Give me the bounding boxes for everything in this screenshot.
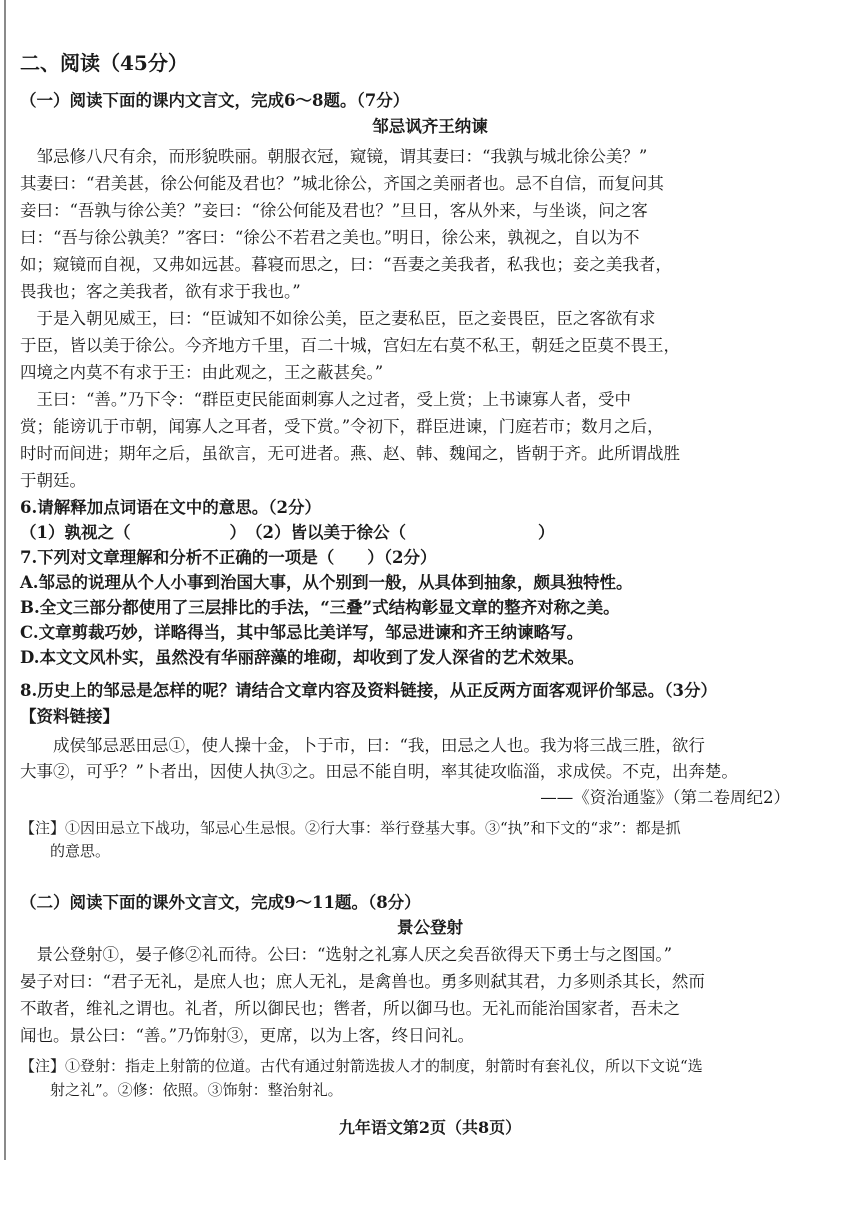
part1-note-line: 【注】①因田忌立下战功，邹忌心生忌恨。②行大事：举行登基大事。③“执”和下文的“求”：都是抓 [20, 819, 681, 837]
passage-line: 不敢者，维礼之谓也。礼者，所以御民也；辔者，所以御马也。无礼而能治国家者，吾未之 [20, 999, 680, 1018]
q7-option-c: C.文章剪裁巧妙，详略得当，其中邹忌比美详写，邹忌进谏和齐王纳谏略写。 [20, 623, 584, 642]
part2-heading: （二）阅读下面的课外文言文，完成9～11题。（8分） [20, 893, 421, 912]
question-8: 8.历史上的邹忌是怎样的呢？请结合文章内容及资料链接，从正反两方面客观评价邹忌。（3分） [20, 681, 717, 700]
question-7: 7.下列对文章理解和分析不正确的一项是（ ）（2分） [20, 548, 437, 567]
passage-line: 景公登射①，晏子修②礼而待。公曰：“选射之礼寡人厌之矣吾欲得天下勇士与之图国。” [20, 945, 673, 964]
passage-line: 邹忌修八尺有余，而形貌昳丽。朝服衣冠，窥镜，谓其妻曰：“我孰与城北徐公美？” [20, 147, 648, 166]
material-line: 大事②，可乎？”卜者出，因使人执③之。田忌不能自明，率其徒攻临淄，求成侯。不克，出奔楚。 [20, 762, 738, 781]
left-margin-rule [4, 0, 6, 1160]
passage-line: 妾曰：“吾孰与徐公美？”妾曰：“徐公何能及君也？”旦日，客从外来，与坐谈，问之客 [20, 201, 648, 220]
material-label: 【资料链接】 [20, 707, 119, 726]
passage-line: 其妻曰：“君美甚，徐公何能及君也？”城北徐公，齐国之美丽者也。忌不自信，而复问其 [20, 174, 664, 193]
passage-line: 于是入朝见威王，曰：“臣诚知不如徐公美，臣之妻私臣，臣之妾畏臣，臣之客欲有求 [20, 309, 656, 328]
passage-line: 王曰：“善。”乃下令：“群臣吏民能面刺寡人之过者，受上赏；上书谏寡人者，受中 [20, 390, 632, 409]
passage-line: 畏我也；客之美我者，欲有求于我也。” [20, 282, 301, 301]
passage-line: 四境之内莫不有求于王：由此观之，王之蔽甚矣。” [20, 363, 384, 382]
part2-note-line: 【注】①登射：指走上射箭的位道。古代有通过射箭选拔人才的制度，射箭时有套礼仪，所以下文说“选 [20, 1057, 703, 1075]
part2-passage-title: 景公登射 [397, 918, 463, 937]
passage-line: 闻也。景公曰：“善。”乃饰射③，更席，以为上客，终日问礼。 [20, 1026, 475, 1045]
passage-line: 于朝廷。 [20, 471, 86, 490]
passage-line: 如；窥镜而自视，又弗如远甚。暮寝而思之，曰：“吾妻之美我者，私我也；妾之美我者， [20, 255, 672, 274]
part1-note-line: 的意思。 [20, 842, 111, 860]
passage-line: 晏子对曰：“君子无礼，是庶人也；庶人无礼，是禽兽也。勇多则弑其君，力多则杀其长，然而 [20, 972, 705, 991]
question-6-items: （1）孰视之（ ） （2）皆以美于徐公（ ） [20, 523, 555, 542]
passage-line: 于臣，皆以美于徐公。今齐地方千里，百二十城，宫妇左右莫不私王，朝廷之臣莫不畏王， [20, 336, 680, 355]
question-6: 6.请解释加点词语在文中的意思。（2分） [20, 498, 321, 517]
passage-line: 曰：“吾与徐公孰美？”客曰：“徐公不若君之美也。”明日，徐公来，孰视之，自以为不 [20, 228, 640, 247]
section-title: 二、阅读（45分） [20, 51, 188, 75]
q7-option-b: B.全文三部分都使用了三层排比的手法，“三叠”式结构彰显文章的整齐对称之美。 [20, 598, 620, 617]
material-source: ——《资治通鉴》（第二卷周纪2） [540, 788, 790, 807]
page-footer: 九年语文第2页（共8页） [338, 1118, 522, 1137]
part1-heading: （一）阅读下面的课内文言文，完成6～8题。（7分） [20, 91, 410, 110]
passage-line: 赏；能谤讥于市朝，闻寡人之耳者，受下赏。”令初下，群臣进谏，门庭若市；数月之后， [20, 417, 664, 436]
q7-option-d: D.本文文风朴实，虽然没有华丽辞藻的堆砌，却收到了发人深省的艺术效果。 [20, 648, 584, 667]
passage-line: 时时而间进；期年之后，虽欲言，无可进者。燕、赵、韩、魏闻之，皆朝于齐。此所谓战胜 [20, 444, 680, 463]
part2-note-line: 射之礼”。②修：依照。③饰射：整治射礼。 [20, 1081, 343, 1099]
part1-passage-title: 邹忌讽齐王纳谏 [372, 117, 488, 136]
q7-option-a: A.邹忌的说理从个人小事到治国大事，从个别到一般，从具体到抽象，颇具独特性。 [20, 573, 633, 592]
material-line: 成侯邹忌恶田忌①，使人操十金，卜于市，曰：“我，田忌之人也。我为将三战三胜，欲行 [20, 736, 705, 755]
